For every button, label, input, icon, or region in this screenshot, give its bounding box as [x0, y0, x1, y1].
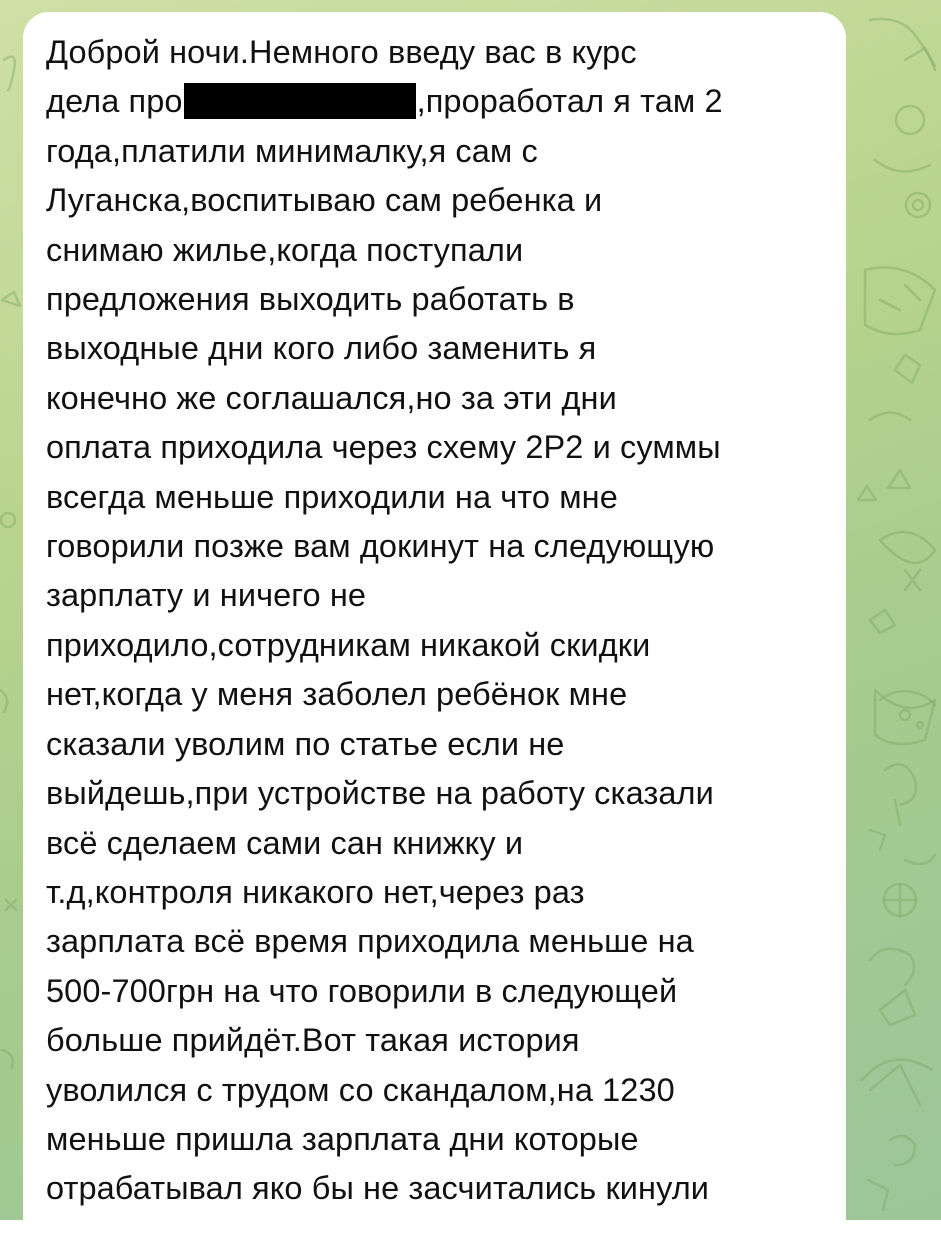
message-line: оплата приходила через схему 2Р2 и суммы — [46, 429, 721, 466]
message-line: зарплата всё время приходила меньше на — [46, 923, 694, 960]
message-line: Доброй ночи.Немного введу вас в курс — [46, 34, 637, 70]
message-line: сказали уволим по статье если не — [46, 725, 565, 762]
message-line: снимаю жилье,когда поступали — [46, 231, 524, 268]
message-text-segment: дела про — [46, 83, 183, 120]
message-line: года,платили минималку,я сам с — [46, 132, 538, 169]
message-line: нет,когда у меня заболел ребёнок мне — [46, 676, 628, 713]
redaction-block — [184, 83, 416, 119]
message-line: выходные дни кого либо заменить я — [46, 330, 597, 367]
message-line: зарплату и ничего не — [46, 577, 367, 614]
message-line: выйдешь,при устройстве на работу сказали — [46, 775, 714, 812]
message-bubble[interactable] — [23, 12, 846, 1252]
message-text-segment: ,проработал я там 2 — [416, 83, 723, 120]
message-line: уволился с трудом со скандалом,на 1230 — [46, 1071, 675, 1108]
message-line: предложения выходить работать в — [46, 281, 575, 318]
message-line: меньше пришла зарплата дни которые — [46, 1120, 639, 1157]
message-line — [46, 77, 834, 126]
message-line: конечно же соглашался,но за эти дни — [46, 379, 617, 416]
message-line: 500-700грн на что говорили в следующей — [46, 972, 678, 1009]
message-line: т.д,контроля никакого нет,через раз — [46, 873, 585, 910]
message-line: больше прийдёт.Вот такая история — [46, 1022, 580, 1059]
message-line: всё сделаем сами сан книжку и — [46, 824, 524, 861]
message-line: приходило,сотрудникам никакой скидки — [46, 626, 651, 663]
message-line: всегда меньше приходили на что мне — [46, 478, 618, 515]
message-line: Луганска,воспитываю сам ребенка и — [46, 182, 603, 219]
message-line: отрабатывал яко бы не засчитались кинули — [46, 1170, 710, 1207]
message-line: говорили позже вам докинут на следующую — [46, 528, 715, 565]
